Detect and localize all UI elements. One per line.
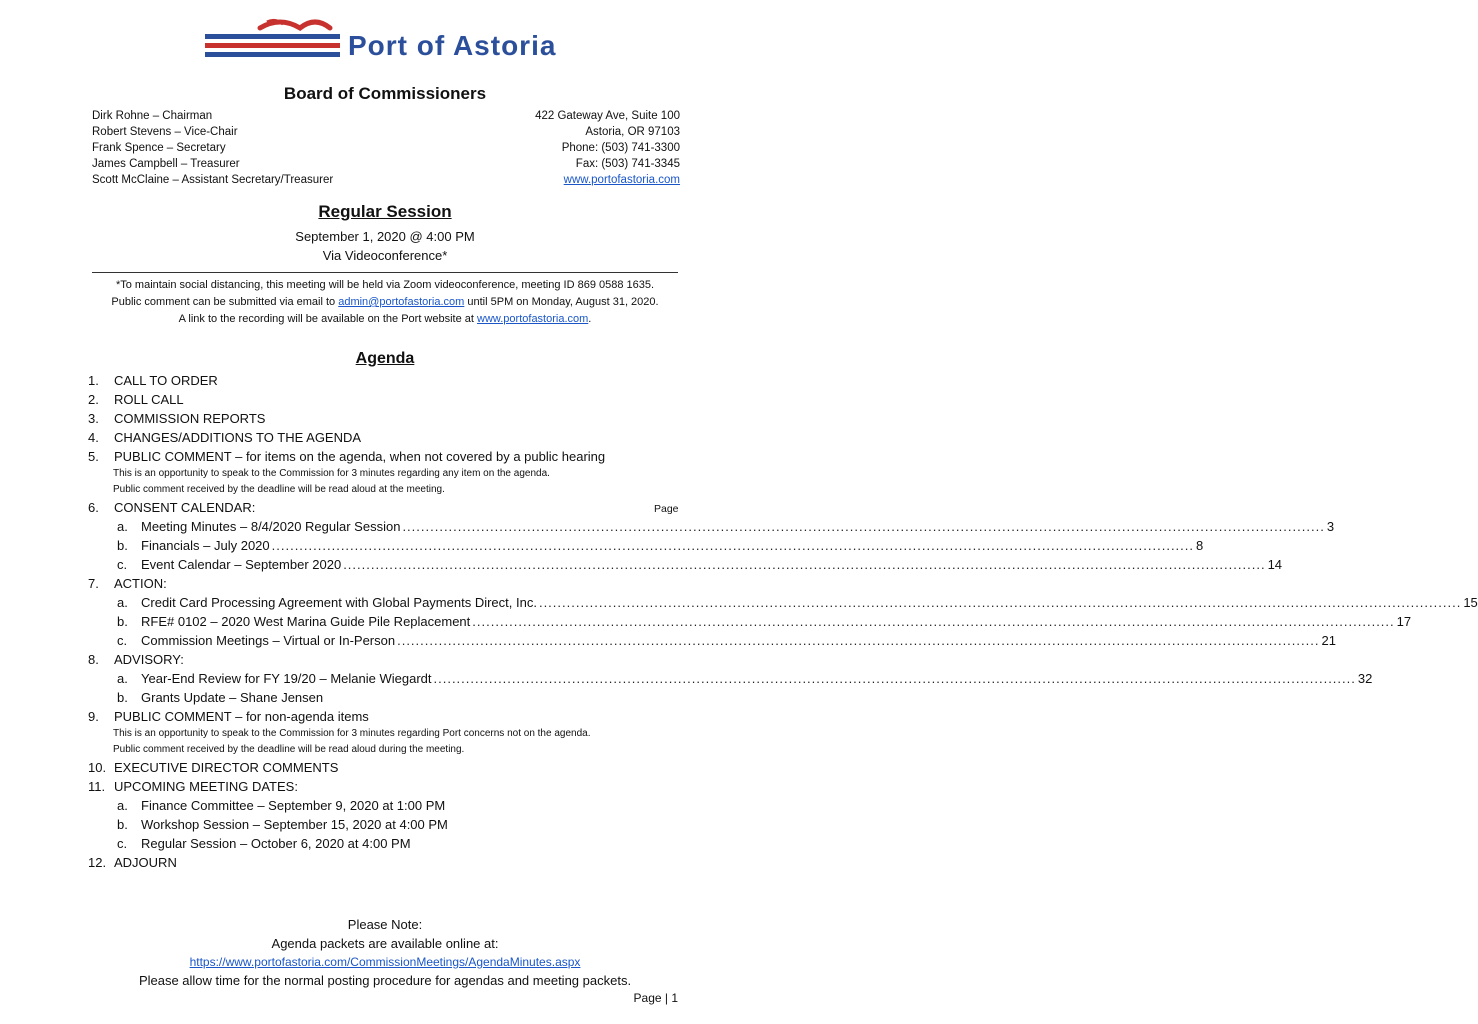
agenda-item	[88, 779, 298, 794]
officer: Dirk Rohne – Chairman	[92, 110, 213, 122]
item-number: 3.	[88, 411, 99, 426]
page-number-footer: Page | 1	[633, 991, 678, 1005]
item-number: 6.	[88, 500, 99, 515]
sub-text: Credit Card Processing Agreement with Global Payments Direct, Inc.	[141, 595, 537, 610]
session-datetime: September 1, 2020 @ 4:00 PM	[295, 229, 475, 244]
item-label: CHANGES/ADDITIONS TO THE AGENDA	[114, 430, 362, 445]
notice-text: Public comment can be submitted via email to	[111, 296, 339, 308]
item-label: ROLL CALL	[114, 392, 184, 407]
sub-text: Event Calendar – September 2020	[141, 557, 342, 572]
sub-letter: a.	[117, 595, 128, 610]
page-number: 21	[1321, 633, 1336, 648]
sub-item	[117, 538, 1204, 553]
item-label: PUBLIC COMMENT – for items on the agenda, when not covered by a public hearing	[114, 449, 606, 464]
agenda-item	[88, 449, 605, 464]
item-label: ADJOURN	[114, 855, 177, 870]
item-label: ADVISORY:	[114, 652, 184, 667]
sub-item	[117, 836, 681, 851]
agenda-item	[88, 709, 369, 724]
address-line-2: Astoria, OR 97103	[585, 126, 680, 138]
board-title: Board of Commissioners	[283, 84, 487, 103]
item-number: 7.	[88, 576, 99, 591]
sub-text: Commission Meetings – Virtual or In-Person	[141, 633, 396, 648]
sub-letter: a.	[117, 671, 128, 686]
sub-text: Financials – July 2020	[141, 538, 270, 553]
divider	[92, 272, 678, 273]
notice-text: until 5PM on Monday, August 31, 2020.	[464, 296, 659, 308]
item-number: 8.	[88, 652, 99, 667]
officer: Robert Stevens – Vice-Chair	[92, 126, 238, 138]
item-number: 2.	[88, 392, 99, 407]
item-label: COMMISSION REPORTS	[114, 411, 266, 426]
item-note: Public comment received by the deadline will be read aloud at the meeting.	[113, 484, 445, 495]
sub-letter: b.	[117, 538, 128, 553]
address-line-1: 422 Gateway Ave, Suite 100	[535, 110, 680, 122]
item-label: PUBLIC COMMENT – for non-agenda items	[114, 709, 369, 724]
sub-text: Regular Session – October 6, 2020 at 4:00 PM	[141, 836, 411, 851]
page-number: 32	[1357, 671, 1373, 686]
dot-leader: ........................................................................................................................................................................................................	[402, 519, 1325, 534]
sub-letter: b.	[117, 614, 128, 629]
agenda-item	[88, 855, 177, 870]
page-number: 15	[1463, 595, 1478, 610]
sub-letter: c.	[117, 633, 128, 648]
website-link[interactable]: www.portofastoria.com	[563, 174, 680, 186]
page-number: 14	[1267, 557, 1283, 572]
sub-item	[117, 690, 681, 705]
sub-item	[117, 671, 1373, 686]
website-link[interactable]: www.portofastoria.com	[477, 313, 589, 325]
fax: Fax: (503) 741-3345	[575, 158, 680, 170]
dot-leader: ........................................................................................................................................................................................................	[433, 671, 1356, 686]
sub-item	[117, 798, 681, 813]
page-number: 17	[1396, 614, 1412, 629]
logo-wordmark: Port of Astoria	[348, 30, 557, 61]
officer: Scott McClaine – Assistant Secretary/Treasurer	[92, 174, 334, 186]
item-number: 12.	[88, 855, 107, 870]
agenda-item	[88, 411, 265, 426]
sub-letter: a.	[117, 519, 128, 534]
agenda-title: Agenda	[355, 350, 415, 367]
sub-text: Workshop Session – September 15, 2020 at 4:00 PM	[141, 817, 448, 832]
notice-text: .	[588, 313, 592, 325]
page-number: 3	[1326, 519, 1335, 534]
dot-leader: ........................................................................................................................................................................................................	[397, 633, 1320, 648]
agenda-item	[88, 652, 184, 667]
dot-leader: ........................................................................................................................................................................................................	[271, 538, 1195, 553]
agenda-item	[88, 576, 167, 591]
item-note: This is an opportunity to speak to the Commission for 3 minutes regarding Port concerns not on the agenda.	[113, 728, 591, 739]
posting-note: Please allow time for the normal posting procedure for agendas and meeting packets.	[138, 973, 632, 988]
session-venue: Via Videoconference*	[322, 248, 448, 263]
agenda-item	[88, 392, 184, 407]
sub-letter: c.	[117, 836, 128, 851]
sub-text: RFE# 0102 – 2020 West Marina Guide Pile Replacement	[141, 614, 471, 629]
dot-leader: ........................................................................................................................................................................................................	[343, 557, 1266, 572]
item-number: 5.	[88, 449, 99, 464]
dot-leader: ........................................................................................................................................................................................................	[472, 614, 1395, 629]
sub-item	[117, 614, 1412, 629]
sub-text: Finance Committee – September 9, 2020 at 1:00 PM	[141, 798, 446, 813]
sub-text: Year-End Review for FY 19/20 – Melanie Wiegardt	[141, 671, 432, 686]
officer: Frank Spence – Secretary	[92, 142, 226, 154]
sub-item	[117, 595, 1478, 610]
notice-line-3	[0, 313, 770, 325]
sub-letter: b.	[117, 690, 128, 705]
session-title: Regular Session	[318, 202, 452, 221]
agenda-item	[88, 373, 218, 388]
officer: James Campbell – Treasurer	[92, 158, 240, 170]
agenda-minutes-link[interactable]: https://www.portofastoria.com/CommissionMeetings/AgendaMinutes.aspx	[189, 955, 581, 969]
notice-line-2	[0, 296, 770, 308]
note-title: Please Note:	[347, 917, 423, 932]
item-number: 10.	[88, 760, 107, 775]
item-label: UPCOMING MEETING DATES:	[114, 779, 298, 794]
page-column-label: Page	[654, 503, 679, 515]
sub-item	[117, 817, 681, 832]
item-number: 4.	[88, 430, 99, 445]
agenda-item	[88, 760, 338, 775]
item-note: Public comment received by the deadline will be read aloud during the meeting.	[113, 744, 465, 755]
agenda-item	[88, 500, 255, 515]
item-label: ACTION:	[114, 576, 167, 591]
sub-item	[117, 557, 1283, 572]
officers-list	[92, 108, 333, 188]
dot-leader: ........................................................................................................................................................................................................	[538, 595, 1462, 610]
note-line: Agenda packets are available online at:	[271, 936, 499, 951]
sub-text: Meeting Minutes – 8/4/2020 Regular Session	[141, 519, 401, 534]
notice-line-1: *To maintain social distancing, this meeting will be held via Zoom videoconference, meeting ID 869 0588 1635.	[115, 279, 655, 291]
email-link[interactable]: admin@portofastoria.com	[338, 296, 465, 308]
sub-letter: c.	[117, 557, 128, 572]
sub-item	[117, 519, 1335, 534]
item-number: 9.	[88, 709, 99, 724]
sub-letter: a.	[117, 798, 128, 813]
notice-text: A link to the recording will be available on the Port website at	[178, 313, 478, 325]
sub-letter: b.	[117, 817, 128, 832]
sub-text: Grants Update – Shane Jensen	[141, 690, 324, 705]
contact-block	[535, 108, 680, 188]
item-number: 1.	[88, 373, 99, 388]
item-label: CONSENT CALENDAR:	[114, 500, 256, 515]
page-number: 8	[1196, 538, 1204, 553]
sub-item	[117, 633, 1336, 648]
phone: Phone: (503) 741-3300	[561, 142, 680, 154]
item-number: 11.	[88, 779, 106, 794]
item-note: This is an opportunity to speak to the Commission for 3 minutes regarding any item on the agenda.	[113, 468, 550, 479]
item-label: EXECUTIVE DIRECTOR COMMENTS	[114, 760, 339, 775]
item-label: CALL TO ORDER	[114, 373, 218, 388]
agenda-item	[88, 430, 361, 445]
